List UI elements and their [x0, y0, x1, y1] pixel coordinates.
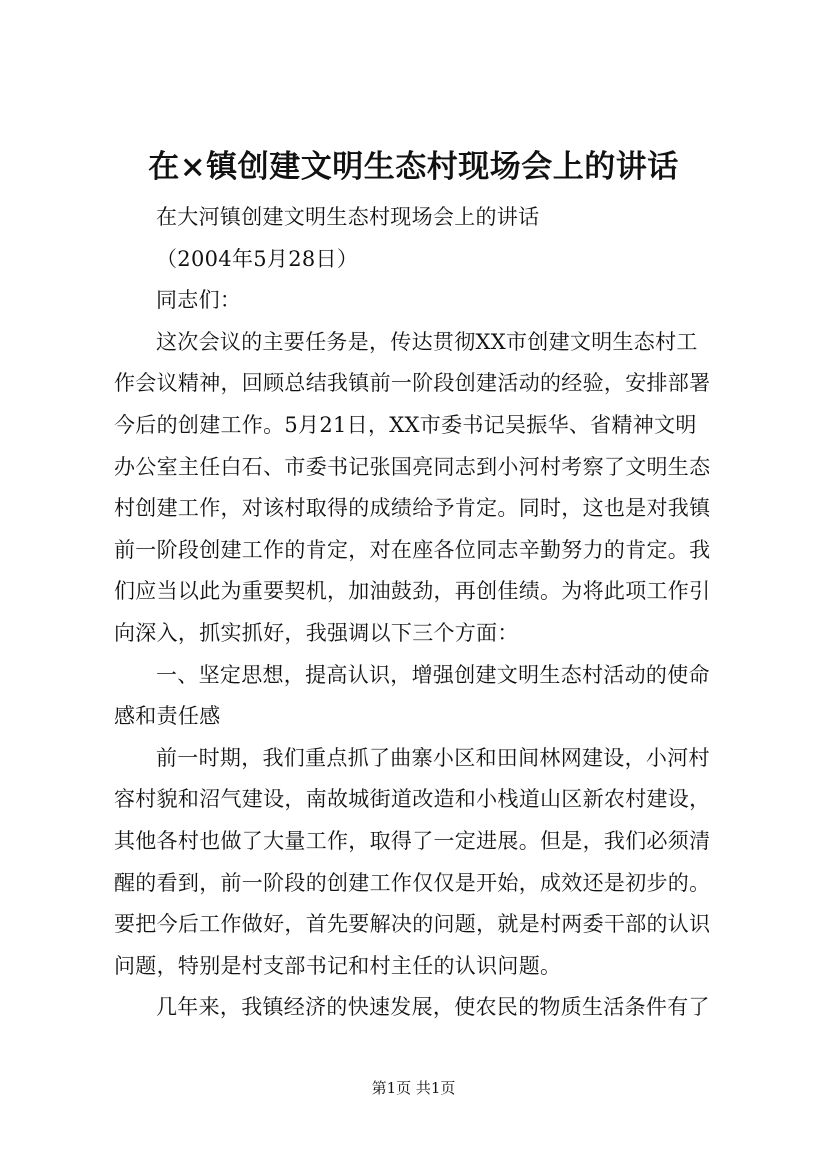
document-body	[114, 197, 732, 1029]
text-line: 们应当以此为重要契机，加油鼓劲，再创佳绩。为将此项工作引	[114, 579, 711, 604]
text-line: 感和责任感	[114, 704, 221, 729]
text-line: 几年来，我镇经济的快速发展，使农民的物质生活条件有了	[156, 995, 710, 1020]
text-line: 向深入，抓实抓好，我强调以下三个方面：	[114, 620, 519, 645]
text-line: 这次会议的主要任务是，传达贯彻XX市创建文明生态村工	[156, 329, 698, 354]
document-title: 在×镇创建文明生态村现场会上的讲话	[148, 149, 679, 185]
text-line: 今后的创建工作。5月21日，XX市委书记吴振华、省精神文明	[114, 412, 697, 437]
text-line: 醒的看到，前一阶段的创建工作仅仅是开始，成效还是初步的。	[114, 870, 711, 895]
text-line: 其他各村也做了大量工作，取得了一定进展。但是，我们必须清	[114, 828, 711, 853]
text-line: 前一时期，我们重点抓了曲寨小区和田间林网建设，小河村	[156, 745, 710, 770]
page-footer: 第1页 共1页	[371, 1079, 456, 1097]
text-line: 村创建工作，对该村取得的成绩给予肯定。同时，这也是对我镇	[114, 496, 711, 521]
text-line: 在大河镇创建文明生态村现场会上的讲话	[156, 205, 540, 229]
text-line: 办公室主任白石、市委书记张国亮同志到小河村考察了文明生态	[114, 454, 711, 479]
text-line: 一、坚定思想，提高认识，增强创建文明生态村活动的使命	[156, 662, 710, 687]
text-line: 要把今后工作做好，首先要解决的问题，就是村两委干部的认识	[114, 912, 711, 937]
text-line: （2004年5月28日）	[156, 246, 359, 271]
text-line: 容村貌和沼气建设，南故城街道改造和小栈道山区新农村建设，	[114, 787, 711, 812]
text-line: 作会议精神，回顾总结我镇前一阶段创建活动的经验，安排部署	[114, 371, 711, 396]
text-line: 前一阶段创建工作的肯定，对在座各位同志辛勤努力的肯定。我	[114, 537, 711, 562]
text-line: 同志们：	[156, 288, 242, 313]
text-line: 问题，特别是村支部书记和村主任的认识问题。	[114, 953, 562, 978]
